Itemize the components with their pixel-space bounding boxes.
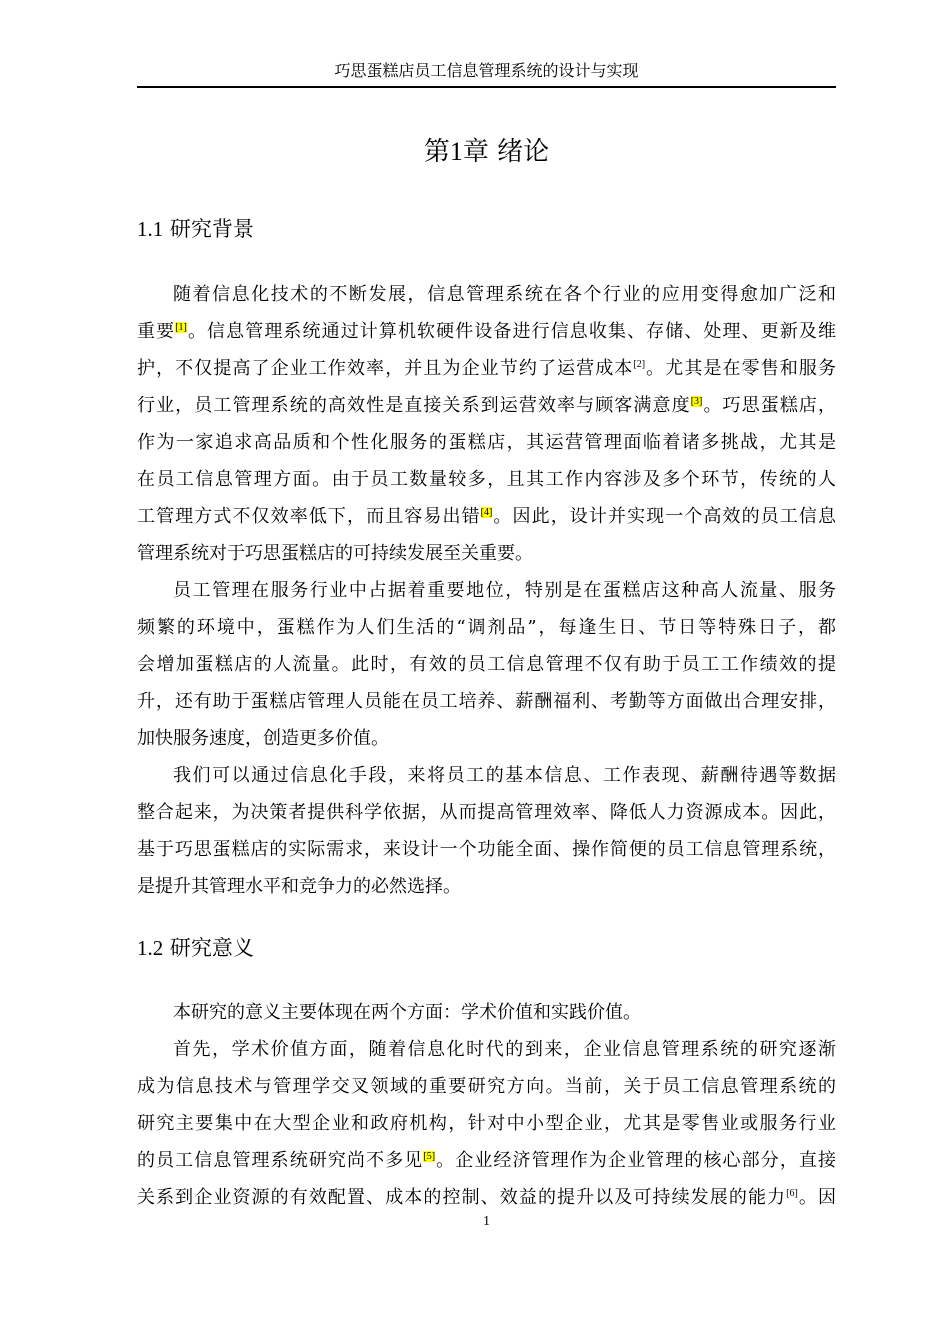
paragraph bbox=[137, 276, 836, 572]
paragraph bbox=[137, 572, 836, 757]
line-text: 。因此，设计并实现一个高效的员工信息 bbox=[492, 506, 837, 527]
chapter-prefix: 第 bbox=[423, 137, 450, 167]
chapter-title bbox=[137, 132, 836, 172]
section-title-text: 研究意义 bbox=[163, 936, 254, 960]
text-line bbox=[137, 757, 836, 794]
text-line bbox=[137, 794, 836, 831]
line-text: 加快服务速度，创造更多价值。 bbox=[137, 728, 389, 749]
line-text: 行业，员工管理系统的高效性是直接关系到运营效率与顾客满意度 bbox=[137, 395, 691, 416]
section-title-text: 研究背景 bbox=[163, 217, 254, 241]
section-heading-1-1 bbox=[137, 213, 254, 245]
text-line bbox=[137, 609, 836, 646]
citation-ref: [6] bbox=[786, 1188, 798, 1199]
line-text: 。因 bbox=[797, 1187, 836, 1208]
running-header-title: 巧思蛋糕店员工信息管理系统的设计与实现 bbox=[334, 61, 639, 80]
citation-ref: [3] bbox=[690, 396, 703, 407]
line-text: 。尤其是在零售和服务 bbox=[645, 358, 837, 379]
text-line bbox=[137, 1179, 836, 1216]
line-text: 升，还有助于蛋糕店管理人员能在员工培养、薪酬福利、考勤等方面做出合理安排， bbox=[137, 691, 836, 712]
citation-ref: [4] bbox=[480, 507, 493, 518]
section-heading-1-2 bbox=[137, 932, 254, 964]
line-text: 工管理方式不仅效率低下，而且容易出错 bbox=[137, 506, 481, 527]
line-text: 。巧思蛋糕店， bbox=[702, 395, 837, 416]
line-text: 会增加蛋糕店的人流量。此时，有效的员工信息管理不仅有助于员工工作绩效的提 bbox=[137, 654, 836, 675]
paragraph bbox=[137, 757, 836, 905]
line-text: 频繁的环境中，蛋糕作为人们生活的“调剂品”，每逢生日、节日等特殊日子，都 bbox=[137, 617, 836, 638]
line-text: 的员工信息管理系统研究尚不多见 bbox=[137, 1150, 424, 1171]
running-header bbox=[137, 58, 836, 88]
page-number: 1 bbox=[483, 1214, 490, 1229]
text-line bbox=[137, 572, 836, 609]
line-text: 在员工信息管理方面。由于员工数量较多，且其工作内容涉及多个环节，传统的人 bbox=[137, 469, 836, 490]
section-number: 1.2 bbox=[137, 936, 164, 960]
line-text: 作为一家追求高品质和个性化服务的蛋糕店，其运营管理面临着诸多挑战，尤其是 bbox=[137, 432, 836, 453]
paragraph bbox=[137, 994, 836, 1031]
line-text: 整合起来，为决策者提供科学依据，从而提高管理效率、降低人力资源成本。因此， bbox=[137, 802, 836, 823]
text-line bbox=[137, 461, 836, 498]
section-1-2-body bbox=[137, 994, 836, 1216]
line-text: 本研究的意义主要体现在两个方面：学术价值和实践价值。 bbox=[173, 1002, 641, 1023]
text-line bbox=[137, 498, 836, 535]
text-line bbox=[137, 424, 836, 461]
line-text: 首先，学术价值方面，随着信息化时代的到来，企业信息管理系统的研究逐渐 bbox=[173, 1039, 836, 1060]
text-line bbox=[137, 720, 836, 757]
section-number: 1.1 bbox=[137, 217, 164, 241]
section-1-1-body bbox=[137, 276, 836, 905]
line-text: 。企业经济管理作为企业管理的核心部分，直接 bbox=[435, 1150, 837, 1171]
text-line bbox=[137, 276, 836, 313]
text-line bbox=[137, 1031, 836, 1068]
text-line bbox=[137, 994, 836, 1031]
line-text: 重要 bbox=[137, 321, 176, 342]
citation-ref: [2] bbox=[633, 359, 646, 370]
text-line bbox=[137, 1142, 836, 1179]
line-text: 基于巧思蛋糕店的实际需求，来设计一个功能全面、操作简便的员工信息管理系统， bbox=[137, 839, 836, 860]
line-text: 管理系统对于巧思蛋糕店的可持续发展至关重要。 bbox=[137, 543, 533, 564]
line-text: 我们可以通过信息化手段，来将员工的基本信息、工作表现、薪酬待遇等数据 bbox=[173, 765, 836, 786]
text-line bbox=[137, 831, 836, 868]
text-line bbox=[137, 350, 836, 387]
line-text: 随着信息化技术的不断发展，信息管理系统在各个行业的应用变得愈加广泛和 bbox=[173, 284, 836, 305]
citation-ref: [1] bbox=[175, 322, 187, 333]
chapter-number: 1 bbox=[449, 137, 463, 166]
chapter-suffix: 章 绪论 bbox=[462, 137, 550, 167]
text-line bbox=[137, 868, 836, 905]
text-line bbox=[137, 646, 836, 683]
text-line bbox=[137, 1068, 836, 1105]
line-text: 护，不仅提高了企业工作效率，并且为企业节约了运营成本 bbox=[137, 358, 634, 379]
text-line bbox=[137, 1105, 836, 1142]
text-line bbox=[137, 313, 836, 350]
text-line bbox=[137, 535, 836, 572]
line-text: 。信息管理系统通过计算机软硬件设备进行信息收集、存储、处理、更新及维 bbox=[186, 321, 836, 342]
line-text: 关系到企业资源的有效配置、成本的控制、效益的提升以及可持续发展的能力 bbox=[137, 1187, 787, 1208]
paragraph bbox=[137, 1031, 836, 1216]
text-line bbox=[137, 683, 836, 720]
text-line bbox=[137, 387, 836, 424]
line-text: 成为信息技术与管理学交叉领域的重要研究方向。当前，关于员工信息管理系统的 bbox=[137, 1076, 836, 1097]
citation-ref: [5] bbox=[423, 1151, 436, 1162]
line-text: 研究主要集中在大型企业和政府机构，针对中小型企业，尤其是零售业或服务行业 bbox=[137, 1113, 836, 1134]
line-text: 员工管理在服务行业中占据着重要地位，特别是在蛋糕店这种高人流量、服务 bbox=[173, 580, 836, 601]
line-text: 是提升其管理水平和竞争力的必然选择。 bbox=[137, 876, 461, 897]
